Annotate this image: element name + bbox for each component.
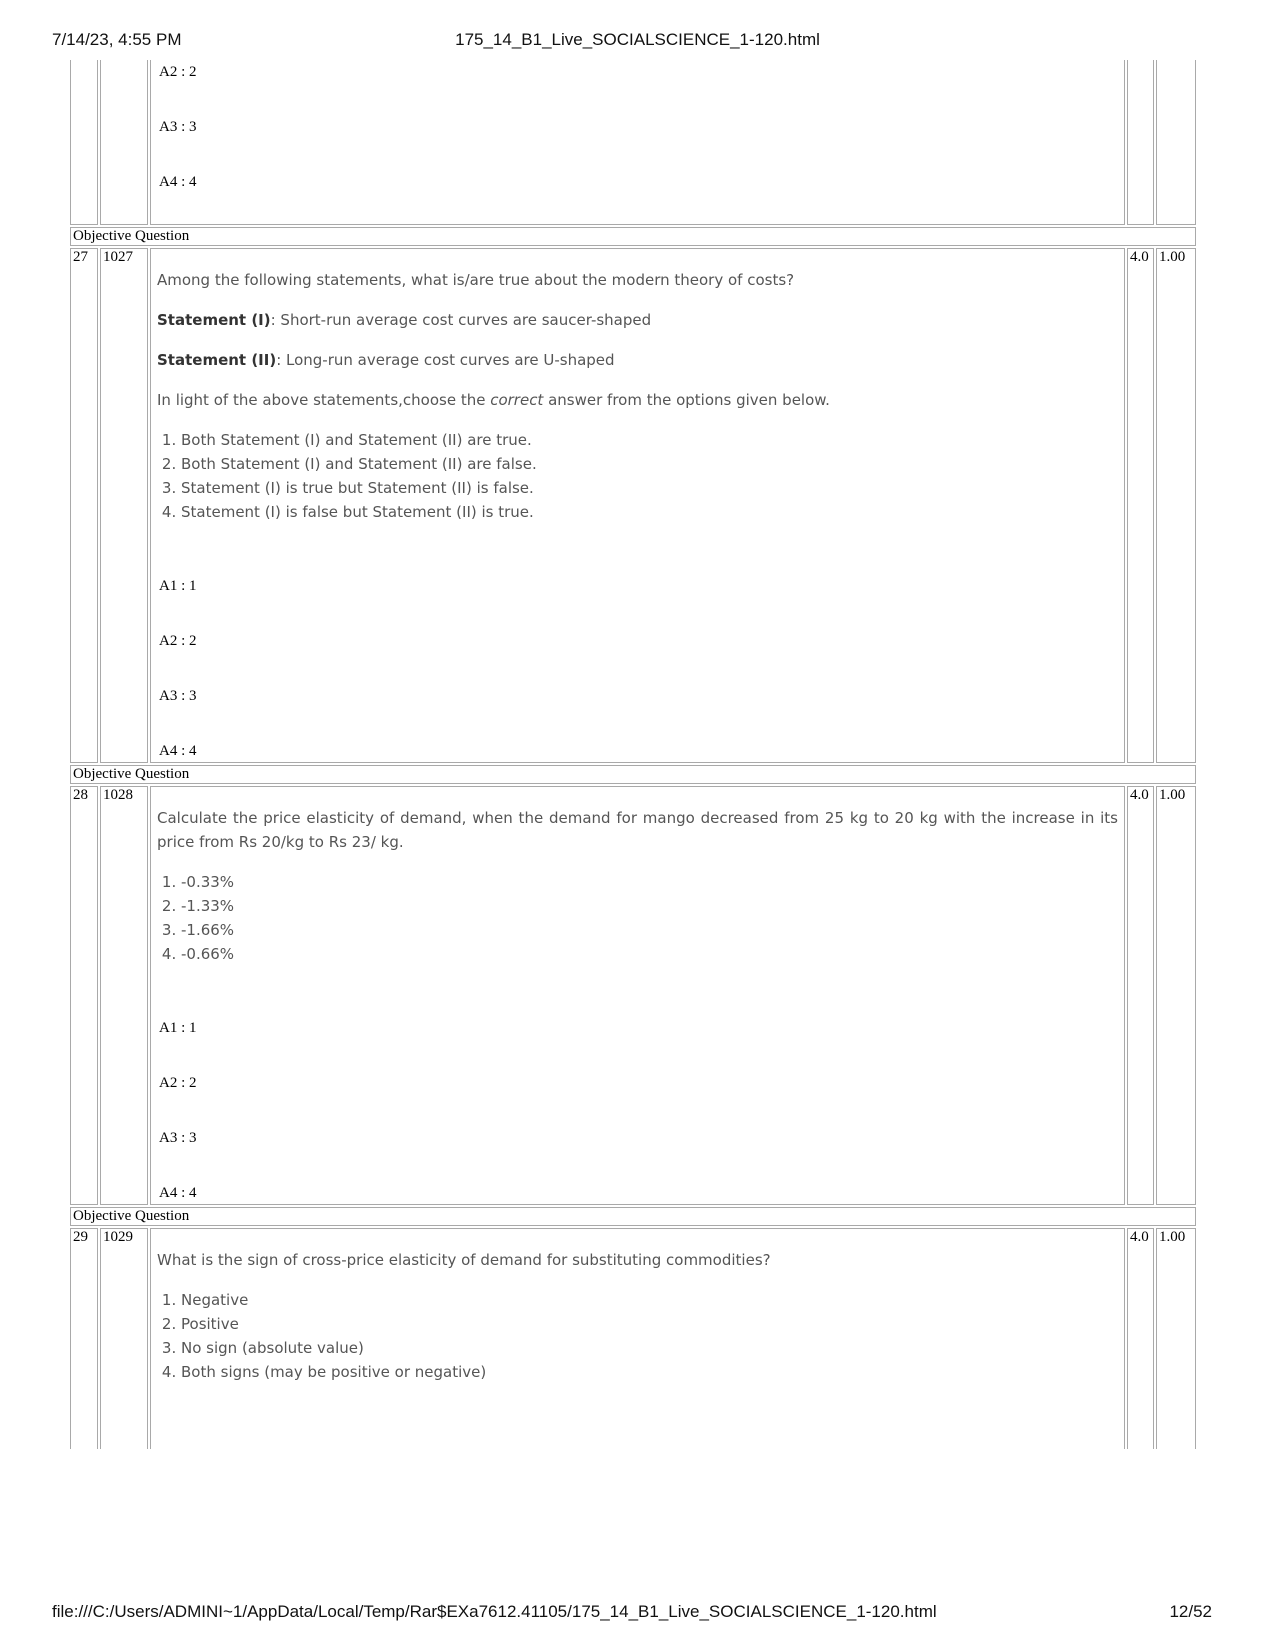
option-item: 1. -0.33% [181, 870, 1118, 894]
marks-cell: 4.0 [1127, 1228, 1154, 1449]
question-stem: Among the following statements, what is/are true about the modern theory of costs? [157, 271, 795, 289]
option-item: 3. No sign (absolute value) [181, 1336, 1118, 1360]
page-number: 12/52 [1169, 1602, 1212, 1621]
answer-option: A4 : 4 [159, 1185, 197, 1201]
statement-one [157, 308, 1118, 332]
answer-option: A1 : 1 [159, 578, 197, 594]
negative-marks-cell: 1.00 [1156, 786, 1196, 1205]
marks-cell: 4.0 [1127, 248, 1154, 763]
answer-option: A2 : 2 [159, 64, 197, 80]
print-file-path: file:///C:/Users/ADMINI~1/AppData/Local/Temp/Rar$EXa7612.41105/175_14_B1_Live_SOCIALSCIENCE_1-120.html [52, 1602, 937, 1621]
qid-cell [100, 60, 148, 225]
option-list [157, 428, 1118, 524]
answer-option: A4 : 4 [159, 743, 197, 759]
section-row [70, 227, 1196, 246]
print-datetime: 7/14/23, 4:55 PM [52, 30, 182, 49]
answer-option: A3 : 3 [159, 688, 197, 704]
question-cell [150, 786, 1125, 1205]
statement-text: : Long-run average cost curves are U-shaped [276, 351, 615, 369]
question-stem: Calculate the price elasticity of demand, when the demand for mango decreased from 25 kg to 20 kg with the increase in its price from Rs 20/kg to Rs 23/ kg. [157, 809, 1118, 851]
sno-cell: 28 [70, 786, 98, 1205]
negative-marks-cell: 1.00 [1156, 1228, 1196, 1449]
section-row [70, 1207, 1196, 1226]
marks-cell [1127, 60, 1154, 225]
qid-cell: 1029 [100, 1228, 148, 1449]
option-item: 2. Positive [181, 1312, 1118, 1336]
qid-cell: 1027 [100, 248, 148, 763]
sno-cell: 29 [70, 1228, 98, 1449]
option-item: 4. Statement (I) is false but Statement (II) is true. [181, 500, 1118, 524]
question-table-wrapper [70, 58, 1200, 1600]
print-title: 175_14_B1_Live_SOCIALSCIENCE_1-120.html [455, 30, 820, 49]
answer-option: A3 : 3 [159, 1130, 197, 1146]
negative-marks-cell: 1.00 [1156, 248, 1196, 763]
question-table [70, 58, 1198, 1451]
answer-option: A1 : 1 [159, 1020, 197, 1036]
option-item: 4. -0.66% [181, 942, 1118, 966]
answer-option: A2 : 2 [159, 633, 197, 649]
sno-cell [70, 60, 98, 225]
statement-two [157, 348, 1118, 372]
marks-cell: 4.0 [1127, 786, 1154, 1205]
answer-list [153, 524, 1122, 762]
section-label: Objective Question [70, 1207, 1196, 1226]
instruction [157, 388, 1118, 412]
question-row [70, 248, 1196, 763]
section-label: Objective Question [70, 227, 1196, 246]
answer-option: A3 : 3 [159, 119, 197, 135]
instruction-emphasis: correct [490, 391, 544, 409]
option-item: 4. Both signs (may be positive or negative) [181, 1360, 1118, 1384]
section-row [70, 765, 1196, 784]
question-body [153, 249, 1122, 524]
question-cell [150, 248, 1125, 763]
option-item: 1. Both Statement (I) and Statement (II) are true. [181, 428, 1118, 452]
statement-text: : Short-run average cost curves are saucer-shaped [270, 311, 652, 329]
negative-marks-cell [1156, 60, 1196, 225]
question-body [153, 1229, 1122, 1449]
section-label: Objective Question [70, 765, 1196, 784]
option-item: 2. -1.33% [181, 894, 1118, 918]
option-item: 2. Both Statement (I) and Statement (II) are false. [181, 452, 1118, 476]
question-stem: What is the sign of cross-price elasticity of demand for substituting commodities? [157, 1251, 771, 1269]
question-cell [150, 1228, 1125, 1449]
statement-label: Statement (II) [157, 351, 277, 369]
sno-cell: 27 [70, 248, 98, 763]
question-cell [150, 60, 1125, 225]
option-list [157, 870, 1118, 966]
instruction-text: answer from the options given below. [543, 391, 830, 409]
question-row [70, 786, 1196, 1205]
question-body [153, 787, 1122, 966]
instruction-text: In light of the above statements,choose the [157, 391, 491, 409]
prev-question-row [70, 60, 1196, 225]
answer-option: A2 : 2 [159, 1075, 197, 1091]
question-row [70, 1228, 1196, 1449]
statement-label: Statement (I) [157, 311, 271, 329]
answer-option: A4 : 4 [159, 174, 197, 190]
qid-cell: 1028 [100, 786, 148, 1205]
option-item: 3. -1.66% [181, 918, 1118, 942]
option-list [157, 1288, 1118, 1384]
option-item: 1. Negative [181, 1288, 1118, 1312]
option-item: 3. Statement (I) is true but Statement (II) is false. [181, 476, 1118, 500]
answer-list [153, 966, 1122, 1204]
